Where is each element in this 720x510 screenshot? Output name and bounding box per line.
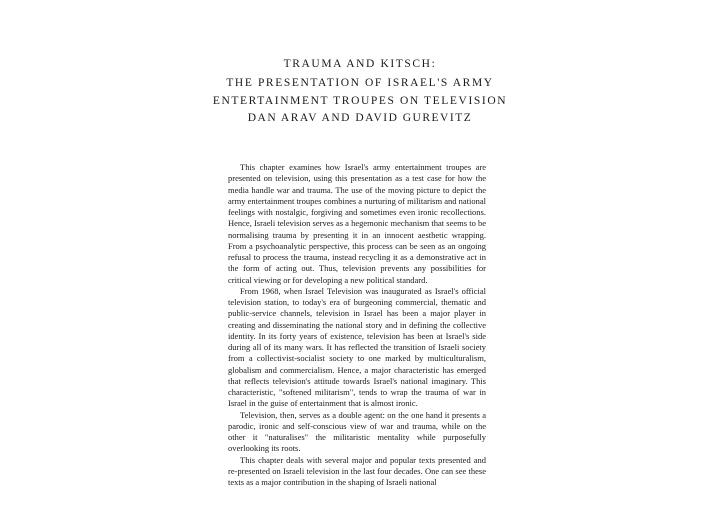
paragraph-3: Television, then, serves as a double agent: on the one hand it presents a parodic, ironic and self-conscious view of war and trauma, while on the other it "naturalises" the militaristic mentality while purposefully overlooking its roots. (228, 409, 486, 454)
paragraph-4: This chapter deals with several major and popular texts presented and re-presented on Israeli television in the last four decades. One can see these texts as a major contribution in the shaping of Israeli national (228, 454, 486, 487)
chapter-authors: DAN ARAV AND DAVID GUREVITZ (247, 112, 473, 124)
chapter-body (228, 162, 486, 488)
paragraph-2: From 1968, when Israel Television was inaugurated as Israel's official television station, to today's era of burgeoning commercial, thematic and public-service channels, television in Israel has been a major player in creating and disseminating the national story and in defining the collective identity. In its forty years of existence, television has been at Israel's side during all of its many wars. It has reflected the transition of Israeli society from a collectivist-socialist society to one marked by multiculturalism, globalism and commercialism. Hence, a major characteristic has emerged that reflects television's attitude towards Israel's national imaginary. This characteristic, "softened militarism", tends to wrap the trauma of war in Israel in the guise of entertainment that is almost ironic. (228, 285, 486, 409)
title-line-2: THE PRESENTATION OF ISRAEL'S ARMY (226, 76, 494, 89)
title-line-1: TRAUMA AND KITSCH: (283, 58, 437, 70)
paragraph-1: This chapter examines how Israel's army entertainment troupes are presented on television, using this presentation as a test case for how the media handle war and trauma. The use of the moving picture to depict the army entertainment troupes combines a nurturing of militarism and national feelings with nostalgic, forgiving and sometimes even ironic recollections. Hence, Israeli television serves as a hegemonic mechanism that seems to be normalising trauma by presenting it in an innocent aesthetic wrapping. From a psychoanalytic perspective, this process can be seen as an ongoing refusal to process the trauma, instead recycling it as a demonstrative act in the form of acting out. Thus, television prevents any possibilities for critical viewing or for developing a new political standard. (228, 162, 487, 285)
title-line-3: ENTERTAINMENT TROUPES ON TELEVISION (212, 95, 508, 107)
chapter-title (0, 55, 720, 111)
